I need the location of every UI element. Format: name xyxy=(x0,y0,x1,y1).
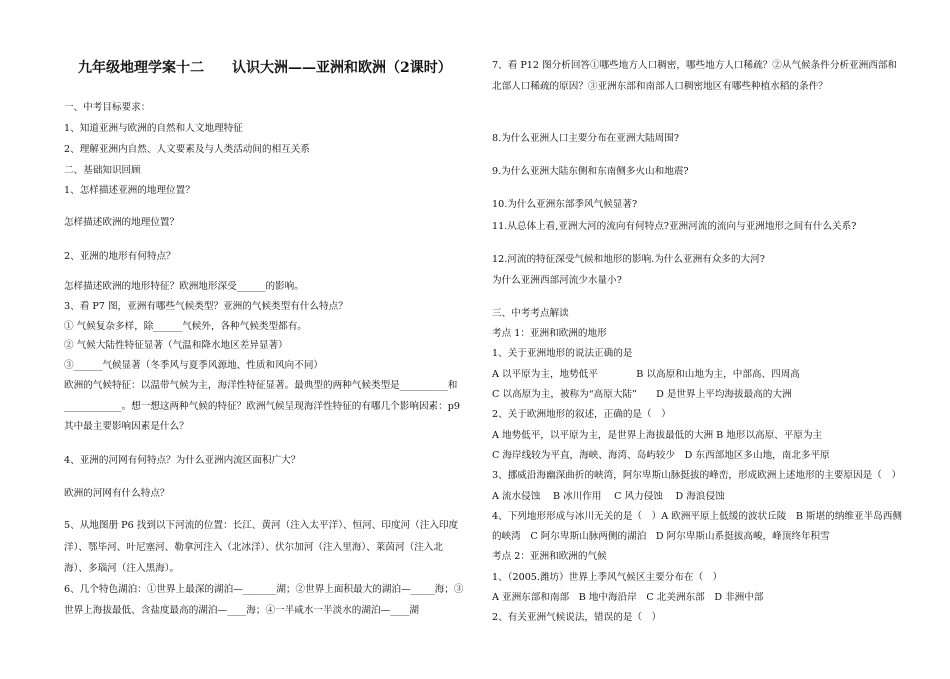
text-line: 2、理解亚洲内自然、人文要素及与人类活动间的相互关系 xyxy=(64,144,310,155)
question-line: 4、下列地形形成与冰川无关的是（ ）A 欧洲平原上低缓的波状丘陵 B 斯堪的纳维亚半岛西侧 xyxy=(492,511,902,522)
section-heading: 一、中考目标要求： xyxy=(64,102,151,113)
page-title: 九年级地理学案十二 认识大洲——亚洲和欧洲（2课时） xyxy=(78,60,452,76)
text-line: 洋）、鄂毕河、叶尼塞河、勒拿河注入（北冰洋）、伏尔加河（注入里海）、莱茵河（注入北 xyxy=(64,542,443,553)
option-line: 的峡湾 C 阿尔卑斯山脉两侧的湖泊 D 阿尔卑斯山系挺拔高峻，峰顶终年积雪 xyxy=(492,531,830,542)
question-line: 4、亚洲的河网有何特点？为什么亚洲内流区面积广大？ xyxy=(64,455,301,466)
question-line: 6、几个特色湖泊：①世界上最深的湖泊—_______湖；②世界上面积最大的湖泊—_____海；③ xyxy=(64,584,464,595)
text-line: ① 气候复杂多样，除______气候外，各种气候类型都有。 xyxy=(64,321,307,332)
text-line: ③______气候显著（冬季风与夏季风源地、性质和风向不同） xyxy=(64,360,324,371)
text-line: 其中最主要影响因素是什么？ xyxy=(64,421,189,432)
option-line: A 以平原为主，地势低平 B 以高原和山地为主，中部高、四周高 xyxy=(492,369,800,380)
question-line: 1、关于亚洲地形的说法正确的是 xyxy=(492,348,633,359)
option-line: A 地势低平，以平原为主，是世界上海拔最低的大洲 B 地形以高原、平原为主 xyxy=(492,430,823,441)
question-line: 8.为什么亚洲人口主要分布在亚洲大陆周围? xyxy=(492,133,679,144)
question-line: 7、看 P12 图分析回答①哪些地方人口稠密，哪些地方人口稀疏？②从气候条件分析亚洲西部和 xyxy=(492,60,898,71)
question-line: 3、看 P7 图，亚洲有哪些气候类型？亚洲的气候类型有什么特点？ xyxy=(64,301,348,312)
option-line: C 海岸线较为平直，海峡、海湾、岛屿较少 D 东西部地区多山地，南北多平原 xyxy=(492,450,830,461)
subsection-heading: 考点 2：亚洲和欧洲的气候 xyxy=(492,551,607,562)
option-line: C 以高原为主，被称为“高原大陆” D 是世界上平均海拔最高的大洲 xyxy=(492,389,792,400)
text-line: ____________。想一想这两种气候的特征？欧洲气候呈现海洋性特征的有哪几个影响因素：p9 xyxy=(64,401,460,412)
question-line: 2、有关亚洲气候说法，错误的是（ ） xyxy=(492,612,662,623)
question-line: 为什么亚洲西部河流少水量小? xyxy=(492,275,622,286)
question-line: 怎样描述欧洲的地形特征？欧洲地形深受______的影响。 xyxy=(64,281,304,292)
option-line: A 流水侵蚀 B 冰川作用 C 风力侵蚀 D 海浪侵蚀 xyxy=(492,491,725,502)
question-line: 9.为什么亚洲大陆东侧和东南侧多火山和地震? xyxy=(492,166,689,177)
text-line: 北部人口稀疏的原因？③亚洲东部和南部人口稠密地区有哪些种植水稻的条件？ xyxy=(492,81,828,92)
question-line: 12.河流的特征深受气候和地形的影响.为什么亚洲有众多的大河? xyxy=(492,254,765,265)
text-line: 1、知道亚洲与欧洲的自然和人文地理特征 xyxy=(64,123,243,134)
question-line: 1、怎样描述亚洲的地理位置？ xyxy=(64,185,195,196)
section-heading: 二、基础知识回顾 xyxy=(64,165,141,176)
text-line: 海）、多瑙河（注入黑海）。 xyxy=(64,563,180,574)
question-line: 2、关于欧洲地形的叙述，正确的是（ ） xyxy=(492,409,671,420)
question-line: 怎样描述欧洲的地理位置？ xyxy=(64,217,180,228)
question-line: 欧洲的河网有什么特点？ xyxy=(64,488,170,499)
question-line: 11.从总体上看,亚洲大河的流向有何特点?亚洲河流的流向与亚洲地形之间有什么关系? xyxy=(492,221,857,232)
section-heading: 三、中考考点解读 xyxy=(492,308,569,319)
question-line: 2、亚洲的地形有何特点？ xyxy=(64,251,176,262)
question-line: 1、（2005.潍坊）世界上季风气候区主要分布在（ ） xyxy=(492,572,723,583)
text-line: 世界上海拔最低、含盐度最高的湖泊—____海；④一半咸水一半淡水的湖泊—____湖 xyxy=(64,605,419,616)
text-line: 欧洲的气候特征：以温带气候为主，海洋性特征显著。最典型的两种气候类型是__________和 xyxy=(64,380,458,391)
question-line: 3、挪威沿海幽深曲折的峡湾，阿尔卑斯山脉挺拔的峰峦，形成欧洲上述地形的主要原因是（ ） xyxy=(492,470,902,481)
question-line: 5、从地图册 P6 找到以下河流的位置：长江、黄河（注入太平洋）、恒河、印度河（注入印度 xyxy=(64,520,459,531)
text-line: ② 气候大陆性特征显著（气温和降水地区差异显著） xyxy=(64,340,288,351)
question-line: 10.为什么亚洲东部季风气候显著? xyxy=(492,199,638,210)
option-line: A 亚洲东部和南部 B 地中海沿岸 C 北美洲东部 D 非洲中部 xyxy=(492,592,764,603)
subsection-heading: 考点 1：亚洲和欧洲的地形 xyxy=(492,328,607,339)
